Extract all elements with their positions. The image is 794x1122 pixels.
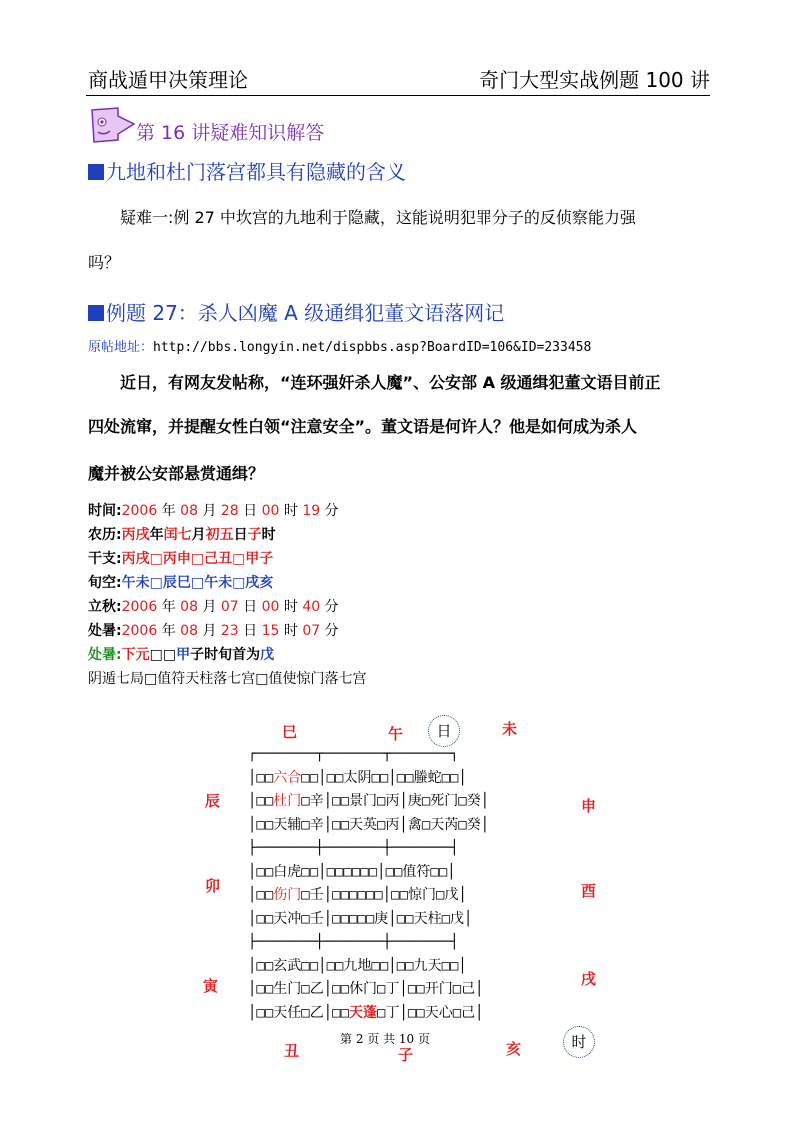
unit: 时 [261,527,276,543]
cell-text: │□□ [248,887,274,903]
info-ju: 阴遁七局□值符天柱落七宫□值使惊门落七宫 [88,671,367,687]
value: 08 [180,599,198,615]
branch-left-3: 寅 [203,977,219,995]
unit: 日 [243,623,258,639]
value: 00 [261,503,280,519]
source-label: 原帖地址： [88,340,154,355]
label: 时间: [88,503,122,519]
info-chushu-yuan [88,644,274,664]
value: 午未□辰巳□午未□戌亥 [121,575,274,591]
grid-row: │□□天冲□壬│□□□□□庚│□□天柱□戊│ [248,910,473,927]
cell-text: □□│□□太阴□□│□□螣蛇□□│ [301,769,467,786]
value: 子 [247,527,262,543]
cell-text: □丁│□□天心□己│ [377,1004,484,1021]
value: 08 [180,503,198,519]
value: 40 [302,599,321,615]
branch-right-2: 酉 [581,882,597,900]
info-lunar [88,524,276,544]
grid-row: │□□白虎□□│□□□□□□│□□值符□□│ [248,863,456,880]
value: 28 [220,503,239,519]
story-line-3: 魔并被公安部悬赏通缉？ [88,464,265,483]
unit: 月 [202,623,217,639]
question-line-1: 疑难一:例 27 中坎宫的九地利于隐藏，这能说明犯罪分子的反侦察能力强 [120,208,636,227]
value: 23 [220,623,239,639]
info-liqiu [88,596,339,616]
story-line-1: 近日，有网友发帖称，“连环强奸杀人魔”、公安部 A 级通缉犯董文语目前正 [120,373,661,392]
header-rule [86,95,710,96]
unit: 时 [283,503,298,519]
cell-text: │□□ [248,793,274,809]
branch-top-2: 午 [388,725,404,743]
label: 农历: [88,527,122,543]
info-ganzhi [88,548,273,568]
unit: 年 [149,527,164,543]
value: 下元 [121,647,150,663]
section-heading-2-text: 例题 27：杀人凶魔 A 级通缉犯董文语落网记 [106,301,505,325]
value: 初五 [205,527,234,543]
cell-highlight: 杜门 [273,793,302,809]
header-right: 奇门大型实战例题 100 讲 [479,68,710,92]
unit: 分 [324,623,339,639]
value: 07 [302,623,321,639]
cell-text: □辛│□□景门□丙│庚□死门□癸│ [301,793,490,809]
square-bullet-icon [88,164,104,180]
cell-text: │□□ [248,769,274,786]
value: 00 [261,599,280,615]
day-marker-circle: 日 [428,715,460,747]
label: 处暑: [88,647,122,663]
value: 2006 [121,599,158,615]
value: 07 [220,599,239,615]
value: 19 [302,503,321,519]
grid-border-mid: ├───────┼───────┼───────┤ [248,934,459,950]
label: 旬空: [88,575,122,591]
info-chushu [88,620,339,640]
unit: 日 [243,503,258,519]
unit: 月 [191,527,206,543]
unit: 年 [161,599,176,615]
branch-right-3: 戌 [581,970,597,988]
branch-left-2: 卯 [205,877,221,895]
grid-row [248,790,548,814]
text: □□ [149,647,177,663]
grid-row [248,1002,548,1026]
question-line-2: 吗？ [88,253,121,272]
unit: 月 [202,503,217,519]
cell-highlight: 天蓬 [349,1004,378,1021]
page-footer: 第 2 页 共 10 页 [340,1032,430,1046]
unit: 年 [161,503,176,519]
branch-bottom-1: 丑 [284,1042,300,1060]
unit: 日 [243,599,258,615]
qimen-chart-grid [248,743,548,1025]
branch-top-1: 巳 [282,723,298,741]
cell-highlight: 六合 [273,769,302,786]
grid-row [248,884,548,908]
story-line-2: 四处流窜，并提醒女性白领“注意安全”。董文语是何许人？他是如何成为杀人 [88,417,638,436]
value: 戊 [260,647,275,663]
grid-row: │□□天辅□辛│□□天英□丙│禽□天芮□癸│ [248,816,490,833]
unit: 月 [202,599,217,615]
grid-row: │□□生门□乙│□□休门□丁│□□开门□己│ [248,981,484,997]
square-bullet-icon [88,305,104,321]
branch-left-1: 辰 [205,792,221,810]
cell-text: □壬│□□□□□□│□□惊门□戊│ [301,887,467,903]
cartoon-pointer-icon [88,104,138,144]
cell-highlight: 伤门 [273,887,302,903]
info-time [88,500,339,520]
branch-top-3: 未 [502,720,518,738]
text: 子时旬首为 [190,647,261,663]
branch-bottom-2: 子 [398,1046,414,1064]
grid-border-mid: ├───────┼───────┼───────┤ [248,840,459,856]
value: 08 [180,623,198,639]
unit: 分 [324,503,339,519]
unit: 年 [161,623,176,639]
branch-bottom-3: 亥 [506,1040,522,1058]
label: 处暑: [88,623,122,639]
section-heading-1-text: 九地和杜门落宫都具有隐藏的含义 [106,160,406,184]
value: 闰七 [163,527,192,543]
lesson-title: 第 16 讲疑难知识解答 [136,122,325,144]
unit: 日 [233,527,248,543]
unit: 时 [283,623,298,639]
source-url[interactable]: http://bbs.longyin.net/dispbbs.asp?BoardID=106&ID=233458 [153,340,592,355]
header-left: 商战遁甲决策理论 [88,68,248,92]
info-xunkong [88,572,273,592]
value: 15 [261,623,280,639]
value: 甲 [176,647,191,663]
cell-text: │□□天任□乙│□□ [248,1004,350,1021]
source-line [88,336,591,355]
value: 2006 [121,623,158,639]
grid-row [248,767,548,791]
value: 丙戌□丙申□己丑□甲子 [121,551,274,567]
unit: 分 [324,599,339,615]
section-heading-1 [88,156,406,185]
label: 立秋: [88,599,122,615]
grid-border-top: ┌───────┬───────┬───────┐ [248,746,459,762]
section-heading-2 [88,297,504,326]
grid-row: │□□玄武□□│□□九地□□│□□九天□□│ [248,957,467,974]
branch-right-1: 申 [581,797,597,815]
unit: 时 [283,599,298,615]
value: 2006 [121,503,158,519]
label: 干支: [88,551,122,567]
hour-marker-circle: 时 [563,1026,595,1058]
value: 丙戌 [121,527,150,543]
